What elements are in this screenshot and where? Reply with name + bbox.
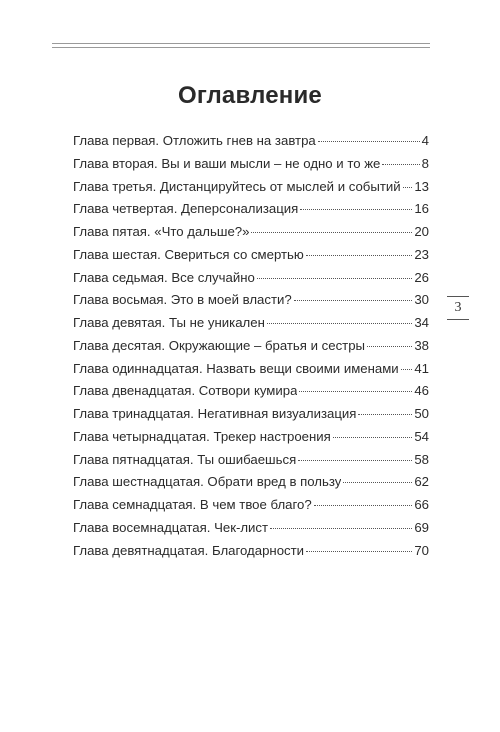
toc-leader-dots	[270, 528, 412, 529]
page-number-marker	[447, 296, 469, 320]
toc-entry-title: Глава шестая. Свериться со смертью	[73, 246, 304, 262]
toc-leader-dots	[294, 300, 413, 301]
toc-leader-dots	[306, 551, 412, 552]
toc-entry-page: 50	[414, 406, 429, 421]
toc-entry[interactable]	[73, 221, 429, 244]
toc-entry-page: 41	[414, 360, 429, 376]
toc-leader-dots	[358, 414, 412, 415]
page-title: Оглавление	[178, 82, 322, 110]
table-of-contents	[73, 130, 429, 562]
toc-entry[interactable]	[73, 471, 429, 494]
toc-leader-dots	[257, 278, 413, 279]
toc-entry-title: Глава пятая. «Что дальше?»	[73, 224, 250, 239]
toc-entry-title: Глава третья. Дистанцируйтесь от мыслей и событий	[73, 178, 401, 194]
toc-entry-page: 20	[414, 224, 429, 239]
toc-entry-page: 54	[414, 428, 429, 444]
toc-entry-page: 34	[414, 315, 429, 330]
toc-entry-title: Глава тринадцатая. Негативная визуализация	[73, 406, 357, 421]
toc-leader-dots	[299, 391, 412, 392]
toc-entry[interactable]	[73, 153, 429, 176]
toc-entry-page: 70	[414, 542, 429, 558]
toc-leader-dots	[382, 164, 419, 165]
header-rule-top	[52, 43, 430, 44]
toc-entry[interactable]	[73, 289, 429, 312]
toc-entry-title: Глава шестнадцатая. Обрати вред в пользу	[73, 474, 342, 490]
toc-entry-page: 69	[414, 519, 429, 535]
toc-entry[interactable]	[73, 540, 429, 563]
header-rule-bottom	[52, 47, 430, 48]
toc-leader-dots	[401, 369, 413, 370]
toc-entry[interactable]	[73, 267, 429, 290]
toc-leader-dots	[267, 323, 412, 324]
toc-entry-title: Глава одиннадцатая. Назвать вещи своими именами	[73, 360, 399, 376]
toc-entry-title: Глава вторая. Вы и ваши мысли – не одно и то же	[73, 155, 381, 171]
toc-leader-dots	[251, 232, 412, 233]
toc-entry[interactable]	[73, 198, 429, 221]
toc-entry[interactable]	[73, 380, 429, 403]
toc-leader-dots	[367, 346, 412, 347]
toc-entry-page: 13	[414, 178, 429, 194]
toc-entry[interactable]	[73, 403, 429, 426]
toc-entry[interactable]	[73, 358, 429, 381]
toc-entry-title: Глава девятнадцатая. Благодарности	[73, 542, 305, 558]
toc-entry-title: Глава девятая. Ты не уникален	[73, 315, 265, 330]
toc-entry[interactable]	[73, 449, 429, 472]
toc-entry[interactable]	[73, 130, 429, 153]
toc-entry-page: 46	[414, 383, 429, 399]
toc-entry[interactable]	[73, 494, 429, 517]
page-number-rule-bottom	[447, 319, 469, 320]
toc-entry-title: Глава двенадцатая. Сотвори кумира	[73, 383, 298, 399]
toc-leader-dots	[318, 141, 420, 142]
toc-entry-page: 58	[414, 451, 429, 467]
toc-entry[interactable]	[73, 335, 429, 358]
toc-leader-dots	[314, 505, 413, 506]
toc-entry-page: 30	[414, 292, 429, 308]
toc-entry-title: Глава четырнадцатая. Трекер настроения	[73, 428, 331, 444]
toc-leader-dots	[403, 187, 413, 188]
toc-entry-title: Глава семнадцатая. В чем твое благо?	[73, 497, 312, 512]
toc-entry-page: 62	[414, 474, 429, 490]
toc-leader-dots	[300, 209, 412, 210]
toc-entry[interactable]	[73, 312, 429, 335]
toc-entry-page: 23	[414, 246, 429, 262]
toc-entry-page: 16	[414, 201, 429, 217]
toc-entry-title: Глава седьмая. Все случайно	[73, 269, 255, 285]
toc-entry-title: Глава пятнадцатая. Ты ошибаешься	[73, 451, 297, 467]
toc-leader-dots	[333, 437, 413, 438]
toc-entry[interactable]	[73, 244, 429, 267]
toc-entry-page: 26	[414, 269, 429, 285]
toc-entry-title: Глава первая. Отложить гнев на завтра	[73, 133, 316, 148]
toc-entry-title: Глава восемнадцатая. Чек-лист	[73, 519, 269, 535]
toc-entry-title: Глава десятая. Окружающие – братья и сестры	[73, 337, 366, 353]
toc-entry-page: 8	[421, 155, 429, 171]
toc-entry[interactable]	[73, 176, 429, 199]
toc-entry-page: 4	[421, 133, 429, 148]
toc-entry-title: Глава четвертая. Деперсонализация	[73, 201, 299, 217]
toc-entry[interactable]	[73, 517, 429, 540]
toc-leader-dots	[343, 482, 412, 483]
toc-leader-dots	[306, 255, 413, 256]
toc-leader-dots	[298, 460, 412, 461]
toc-entry[interactable]	[73, 426, 429, 449]
toc-entry-title: Глава восьмая. Это в моей власти?	[73, 292, 292, 308]
toc-entry-page: 38	[414, 337, 429, 353]
page-number: 3	[454, 300, 462, 315]
toc-entry-page: 66	[414, 497, 429, 512]
